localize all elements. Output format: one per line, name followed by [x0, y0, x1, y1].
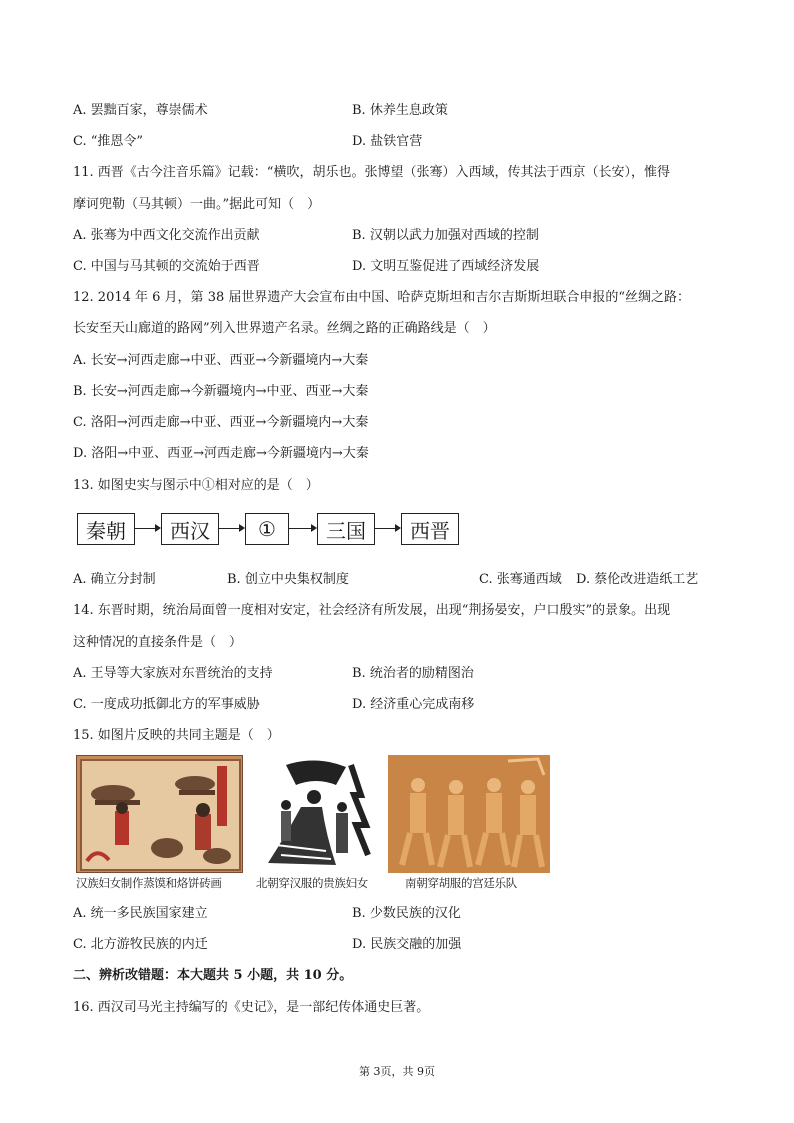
caption-brick-painting: 汉族妇女制作蒸馍和烙饼砖画: [76, 876, 222, 890]
q12-option-c: C. 洛阳→河西走廊→中亚、西亚→今新疆境内→大秦: [73, 415, 369, 430]
section-heading: 二、辨析改错题：本大题共 5 小题，共 10 分。: [73, 968, 353, 983]
noblewoman-figure: [256, 755, 374, 873]
q12-option-a: A. 长安→河西走廊→中亚、西亚→今新疆境内→大秦: [73, 353, 369, 368]
q10-option-d: D. 盐铁官营: [352, 134, 423, 149]
q15-option-a: A. 统一多民族国家建立: [73, 906, 208, 921]
q12-stem-line2: 长安至天山廊道的路网”列入世界遗产名录。丝绸之路的正确路线是（ ）: [73, 321, 496, 336]
q13-option-a: A. 确立分封制: [73, 572, 156, 587]
q15-option-c: C. 北方游牧民族的内迁: [73, 937, 208, 952]
caption-court-band: 南朝穿胡服的宫廷乐队: [405, 876, 517, 890]
flow-box-blank: ①: [245, 513, 289, 545]
q13-option-b: B. 创立中央集权制度: [227, 572, 349, 587]
q13-option-d: D. 蔡伦改进造纸工艺: [576, 572, 699, 587]
q15-stem: 15. 如图片反映的共同主题是（ ）: [73, 728, 280, 743]
caption-noblewoman: 北朝穿汉服的贵族妇女: [256, 876, 368, 890]
q14-option-c: C. 一度成功抵御北方的军事威胁: [73, 697, 260, 712]
q11-option-d: D. 文明互鉴促进了西域经济发展: [352, 259, 540, 274]
flow-box-qin: 秦朝: [77, 513, 135, 545]
brick-painting-figure: [77, 756, 243, 873]
q11-option-a: A. 张骞为中西文化交流作出贡献: [73, 228, 260, 243]
q13-stem: 13. 如图史实与图示中①相对应的是（ ）: [73, 478, 319, 493]
flow-arrow: [219, 528, 243, 529]
q12-option-d: D. 洛阳→中亚、西亚→河西走廊→今新疆境内→大秦: [73, 446, 369, 461]
flow-box-western-han: 西汉: [161, 513, 219, 545]
flow-arrow: [375, 528, 399, 529]
q12-stem-line1: 12. 2014 年 6 月，第 38 届世界遗产大会宣布由中国、哈萨克斯坦和吉尔吉斯斯坦联合申报的“丝绸之路：: [73, 290, 691, 305]
q11-option-c: C. 中国与马其顿的交流始于西晋: [73, 259, 260, 274]
flow-box-western-jin: 西晋: [401, 513, 459, 545]
q10-option-c: C. “推恩令”: [73, 134, 144, 149]
flow-box-three-kingdoms: 三国: [317, 513, 375, 545]
q11-stem-line2: 摩诃兜勒（马其顿）一曲。”据此可知（ ）: [73, 197, 321, 212]
court-band-image: [388, 755, 550, 873]
q13-option-c: C. 张骞通西域: [479, 572, 562, 587]
q15-option-d: D. 民族交融的加强: [352, 937, 462, 952]
q14-option-a: A. 王导等大家族对东晋统治的支持: [73, 666, 273, 681]
q14-stem-line1: 14. 东晋时期，统治局面曾一度相对安定，社会经济有所发展，出现“荆扬晏安，户口殷实”的景象。出现: [73, 603, 671, 618]
flow-arrow: [135, 528, 159, 529]
q14-option-d: D. 经济重心完成南移: [352, 697, 475, 712]
noblewoman-image: [256, 755, 374, 873]
q10-option-a: A. 罢黜百家，尊崇儒术: [73, 103, 208, 118]
q16-stem: 16. 西汉司马光主持编写的《史记》，是一部纪传体通史巨著。: [73, 1000, 430, 1015]
q11-option-b: B. 汉朝以武力加强对西域的控制: [352, 228, 539, 243]
q14-option-b: B. 统治者的励精图治: [352, 666, 474, 681]
q10-option-b: B. 休养生息政策: [352, 103, 448, 118]
brick-painting-image: [76, 755, 243, 873]
q15-option-b: B. 少数民族的汉化: [352, 906, 461, 921]
q14-stem-line2: 这种情况的直接条件是（ ）: [73, 635, 243, 650]
flow-arrow: [289, 528, 315, 529]
q11-stem-line1: 11. 西晋《古今注音乐篇》记载：“横吹，胡乐也。张博望（张骞）入西域，传其法于西京（长安），惟得: [73, 165, 670, 180]
q12-option-b: B. 长安→河西走廊→今新疆境内→中亚、西亚→大秦: [73, 384, 369, 399]
page-footer: 第 3页，共 9页: [359, 1065, 435, 1078]
court-band-figure: [388, 755, 550, 873]
